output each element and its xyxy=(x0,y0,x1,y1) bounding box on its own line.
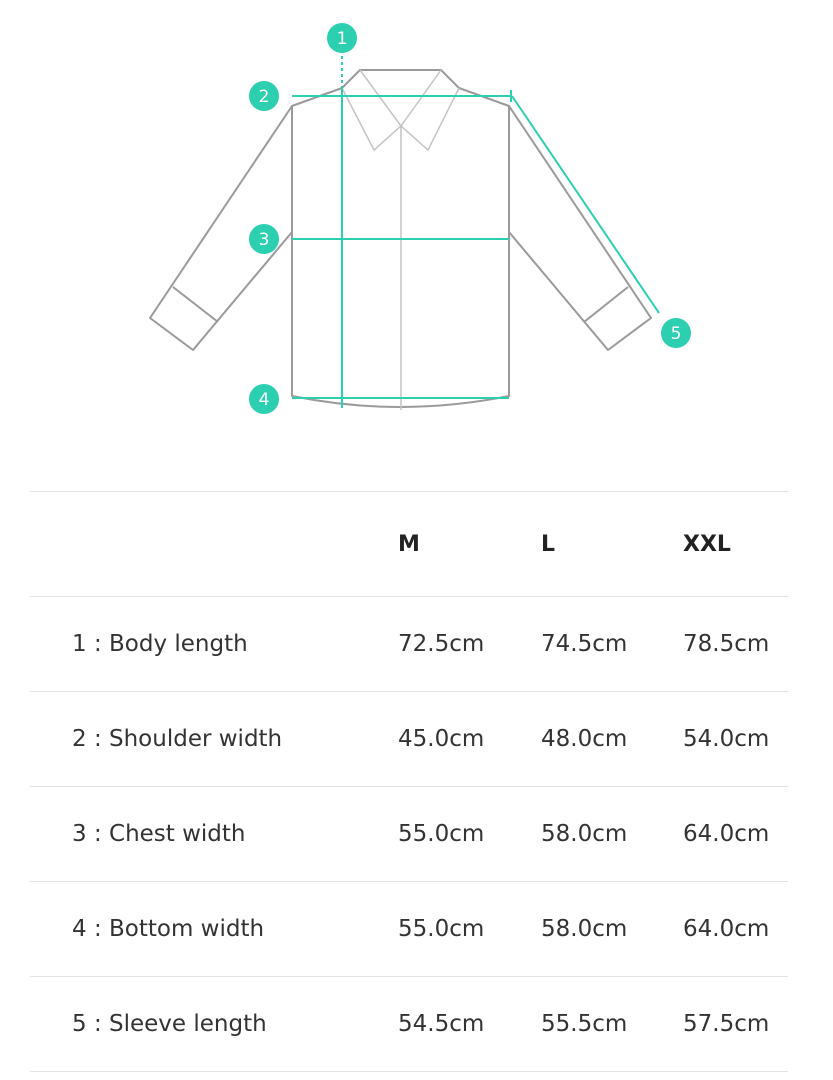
value-xxl: 57.5cm xyxy=(683,977,788,1072)
value-xxl: 78.5cm xyxy=(683,597,788,692)
sleeve-length-line xyxy=(512,96,659,313)
left-cuff-line xyxy=(173,287,218,322)
row-label: 2 : Shoulder width xyxy=(30,692,398,787)
jacket-illustration xyxy=(0,0,833,460)
badge-1-label: 1 xyxy=(336,29,348,49)
value-m: 45.0cm xyxy=(398,692,541,787)
badge-1 xyxy=(327,23,357,53)
row-label: 4 : Bottom width xyxy=(30,882,398,977)
table-row xyxy=(30,977,788,1072)
badge-3 xyxy=(249,224,279,254)
value-m: 55.0cm xyxy=(398,787,541,882)
collar-left-fold xyxy=(360,70,401,126)
row-label: 5 : Sleeve length xyxy=(30,977,398,1072)
value-xxl: 64.0cm xyxy=(683,882,788,977)
collar-right-fold xyxy=(401,70,441,126)
badge-5-label: 5 xyxy=(670,324,682,344)
row-label: 3 : Chest width xyxy=(30,787,398,882)
value-l: 55.5cm xyxy=(541,977,683,1072)
badge-4 xyxy=(249,384,279,414)
right-cuff-line xyxy=(584,287,628,322)
badge-2 xyxy=(249,81,279,111)
header-label-cell xyxy=(30,492,398,597)
badge-2-label: 2 xyxy=(258,87,270,107)
badge-5 xyxy=(661,318,691,348)
measurement-lines xyxy=(292,56,659,408)
right-sleeve xyxy=(509,106,651,350)
value-m: 72.5cm xyxy=(398,597,541,692)
value-l: 48.0cm xyxy=(541,692,683,787)
table-row xyxy=(30,597,788,692)
value-l: 58.0cm xyxy=(541,787,683,882)
row-label: 1 : Body length xyxy=(30,597,398,692)
badge-3-label: 3 xyxy=(258,230,270,250)
header-size-l: L xyxy=(541,492,683,597)
value-l: 58.0cm xyxy=(541,882,683,977)
value-m: 55.0cm xyxy=(398,882,541,977)
value-xxl: 64.0cm xyxy=(683,787,788,882)
table-header-row xyxy=(30,492,788,597)
table-row xyxy=(30,692,788,787)
table-row xyxy=(30,882,788,977)
jacket-measurement-diagram xyxy=(0,0,833,460)
value-m: 54.5cm xyxy=(398,977,541,1072)
value-xxl: 54.0cm xyxy=(683,692,788,787)
size-chart-table xyxy=(30,491,788,1072)
table-row xyxy=(30,787,788,882)
header-size-m: M xyxy=(398,492,541,597)
header-size-xxl: XXL xyxy=(683,492,788,597)
badge-4-label: 4 xyxy=(258,390,270,410)
value-l: 74.5cm xyxy=(541,597,683,692)
